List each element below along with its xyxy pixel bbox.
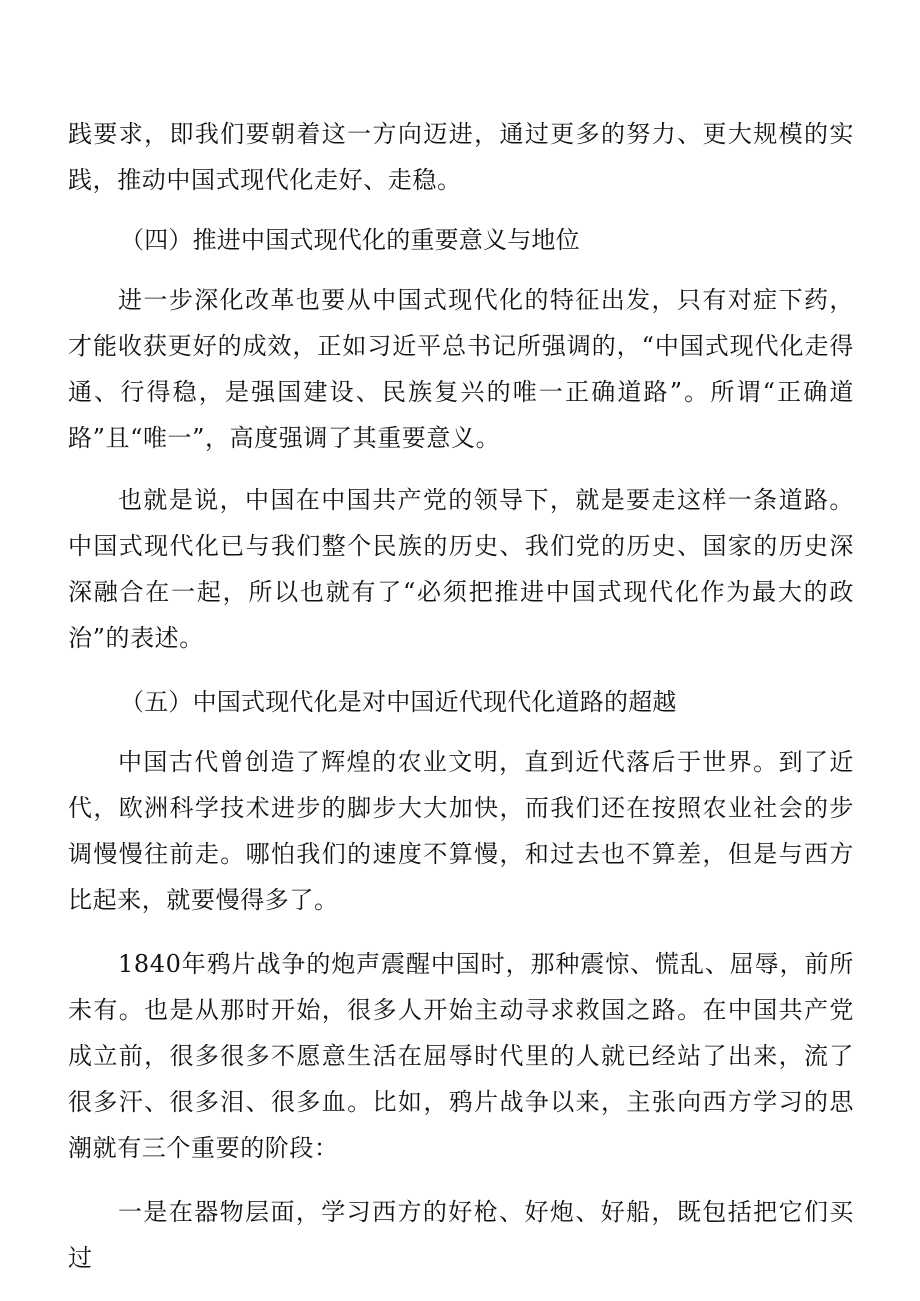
- paragraph-agricultural-civilization: 中国古代曾创造了辉煌的农业文明，直到近代落后于世界。到了近代，欧洲科学技术进步的脚步大大加快，而我们还在按照农业社会的步调慢慢往前走。哪怕我们的速度不算慢，和过去也不算差，但是与西方比起来，就要慢得多了。: [68, 748, 854, 914]
- paragraph-gap: [68, 461, 854, 477]
- paragraph-first-stage: 一是在器物层面，学习西方的好枪、好炮、好船，既包括把它们买过: [68, 1198, 854, 1272]
- paragraph-reform-significance: 进一步深化改革也要从中国式现代化的特征出发，只有对症下药，才能收获更好的成效，正如习近平总书记所强调的，“中国式现代化走得通、行得稳，是强国建设、民族复兴的唯一正确道路”。所谓“正确道路”且“唯一”，高度强调了其重要意义。: [68, 286, 854, 452]
- paragraph-gap: [68, 263, 854, 277]
- section-heading-5: （五）中国式现代化是对中国近代现代化道路的超越: [120, 688, 677, 716]
- section-heading-4: （四）推进中国式现代化的重要意义与地位: [120, 226, 580, 254]
- paragraph-continuation: 践要求，即我们要朝着这一方向迈进，通过更多的努力、更大规模的实践，推动中国式现代化走好、走稳。: [68, 120, 854, 194]
- paragraph-gap: [68, 725, 854, 739]
- paragraph-political-statement: 也就是说，中国在中国共产党的领导下，就是要走这样一条道路。中国式现代化已与我们整个民族的历史、我们党的历史、国家的历史深深融合在一起，所以也就有了“必须把推进中国式现代化作为最大的政治”的表述。: [68, 486, 854, 652]
- paragraph-gap: [68, 923, 854, 941]
- paragraph-gap: [68, 1171, 854, 1189]
- document-body: [68, 111, 854, 1281]
- paragraph-gap: [68, 661, 854, 679]
- paragraph-opium-war: 1840年鸦片战争的炮声震醒中国时，那种震惊、慌乱、屈辱，前所未有。也是从那时开始，很多人开始主动寻求救国之路。在中国共产党成立前，很多很多不愿意生活在屈辱时代里的人就已经站了出来，流了很多汗、很多泪、很多血。比如，鸦片战争以来，主张向西方学习的思潮就有三个重要的阶段：: [68, 950, 854, 1162]
- paragraph-gap: [68, 203, 854, 217]
